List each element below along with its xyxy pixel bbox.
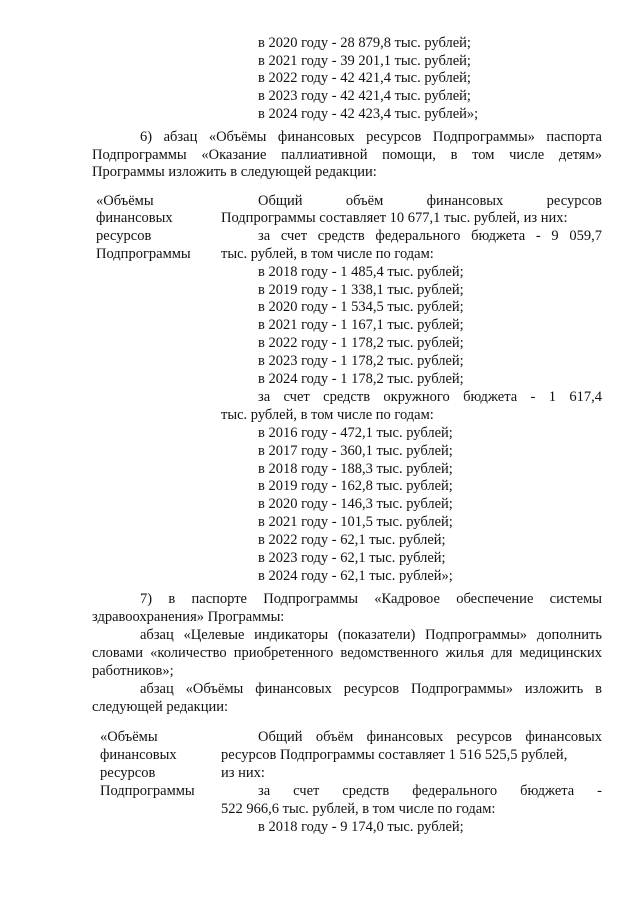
table1-district-line2: тыс. рублей, в том числе по годам: (221, 407, 434, 423)
list-item: в 2023 году - 42 421,4 тыс. рублей; (258, 88, 471, 104)
table1-district-year: в 2024 году - 62,1 тыс. рублей»; (258, 568, 453, 584)
table1-federal-year: в 2021 году - 1 167,1 тыс. рублей; (258, 317, 464, 333)
item6-line1: 6) абзац «Объёмы финансовых ресурсов Подпрограммы» паспорта (140, 129, 602, 145)
table2-federal-year: в 2018 году - 9 174,0 тыс. рублей; (258, 819, 464, 835)
table1-federal-year: в 2022 году - 1 178,2 тыс. рублей; (258, 335, 464, 351)
table1-federal-year: в 2023 году - 1 178,2 тыс. рублей; (258, 353, 464, 369)
list-item: в 2021 году - 39 201,1 тыс. рублей; (258, 53, 471, 69)
table2-total-line2: ресурсов Подпрограммы составляет 1 516 525,5 рублей, (221, 747, 568, 763)
table1-district-year: в 2016 году - 472,1 тыс. рублей; (258, 425, 453, 441)
table2-label-2: финансовых (100, 747, 177, 763)
table1-district-year: в 2022 году - 62,1 тыс. рублей; (258, 532, 446, 548)
item7-p2-line1: абзац «Объёмы финансовых ресурсов Подпрограммы» изложить в (140, 681, 602, 697)
table1-federal-year: в 2024 году - 1 178,2 тыс. рублей; (258, 371, 464, 387)
table2-federal-line2: 522 966,6 тыс. рублей, в том числе по годам: (221, 801, 496, 817)
table1-district-year: в 2020 году - 146,3 тыс. рублей; (258, 496, 453, 512)
table2-federal-line1: за счет средств федерального бюджета - (258, 783, 602, 799)
item7-p1-line2: словами «количество приобретенного ведомственного жилья для медицинских (92, 645, 602, 661)
table1-district-year: в 2023 году - 62,1 тыс. рублей; (258, 550, 446, 566)
list-item: в 2020 году - 28 879,8 тыс. рублей; (258, 35, 471, 51)
table2-total-line1: Общий объём финансовых ресурсов финансовых (258, 729, 602, 745)
item7-p2-line2: следующей редакции: (92, 699, 229, 715)
table1-total-line1: Общий объём финансовых ресурсов (258, 193, 602, 209)
table1-label-1: «Объёмы (96, 193, 154, 209)
list-item: в 2024 году - 42 423,4 тыс. рублей»; (258, 106, 479, 122)
table2-total-line3: из них: (221, 765, 265, 781)
table1-district-year: в 2021 году - 101,5 тыс. рублей; (258, 514, 453, 530)
table2-label-3: ресурсов (100, 765, 156, 781)
table2-label-1: «Объёмы (100, 729, 158, 745)
table1-federal-year: в 2018 году - 1 485,4 тыс. рублей; (258, 264, 464, 280)
table1-label-4: Подпрограммы (96, 246, 191, 262)
table1-federal-year: в 2020 году - 1 534,5 тыс. рублей; (258, 299, 464, 315)
table1-total-line2: Подпрограммы составляет 10 677,1 тыс. рублей, из них: (221, 210, 568, 226)
table1-district-year: в 2017 году - 360,1 тыс. рублей; (258, 443, 453, 459)
table1-label-3: ресурсов (96, 228, 152, 244)
list-item: в 2022 году - 42 421,4 тыс. рублей; (258, 70, 471, 86)
item6-line3: Программы изложить в следующей редакции: (92, 164, 377, 180)
table2-label-4: Подпрограммы (100, 783, 195, 799)
table1-label-2: финансовых (96, 210, 173, 226)
table1-federal-line2: тыс. рублей, в том числе по годам: (221, 246, 434, 262)
item7-line1: 7) в паспорте Подпрограммы «Кадровое обеспечение системы (140, 591, 602, 607)
item7-p1-line3: работников»; (92, 663, 174, 679)
table1-federal-line1: за счет средств федерального бюджета - 9 059,7 (258, 228, 602, 244)
table1-district-year: в 2019 году - 162,8 тыс. рублей; (258, 478, 453, 494)
item7-line2: здравоохранения» Программы: (92, 609, 285, 625)
item6-line2: Подпрограммы «Оказание паллиативной помощи, в том числе детям» (92, 147, 602, 163)
table1-district-year: в 2018 году - 188,3 тыс. рублей; (258, 461, 453, 477)
table1-federal-year: в 2019 году - 1 338,1 тыс. рублей; (258, 282, 464, 298)
table1-district-line1: за счет средств окружного бюджета - 1 617,4 (258, 389, 602, 405)
item7-p1-line1: абзац «Целевые индикаторы (показатели) Подпрограммы» дополнить (140, 627, 602, 643)
